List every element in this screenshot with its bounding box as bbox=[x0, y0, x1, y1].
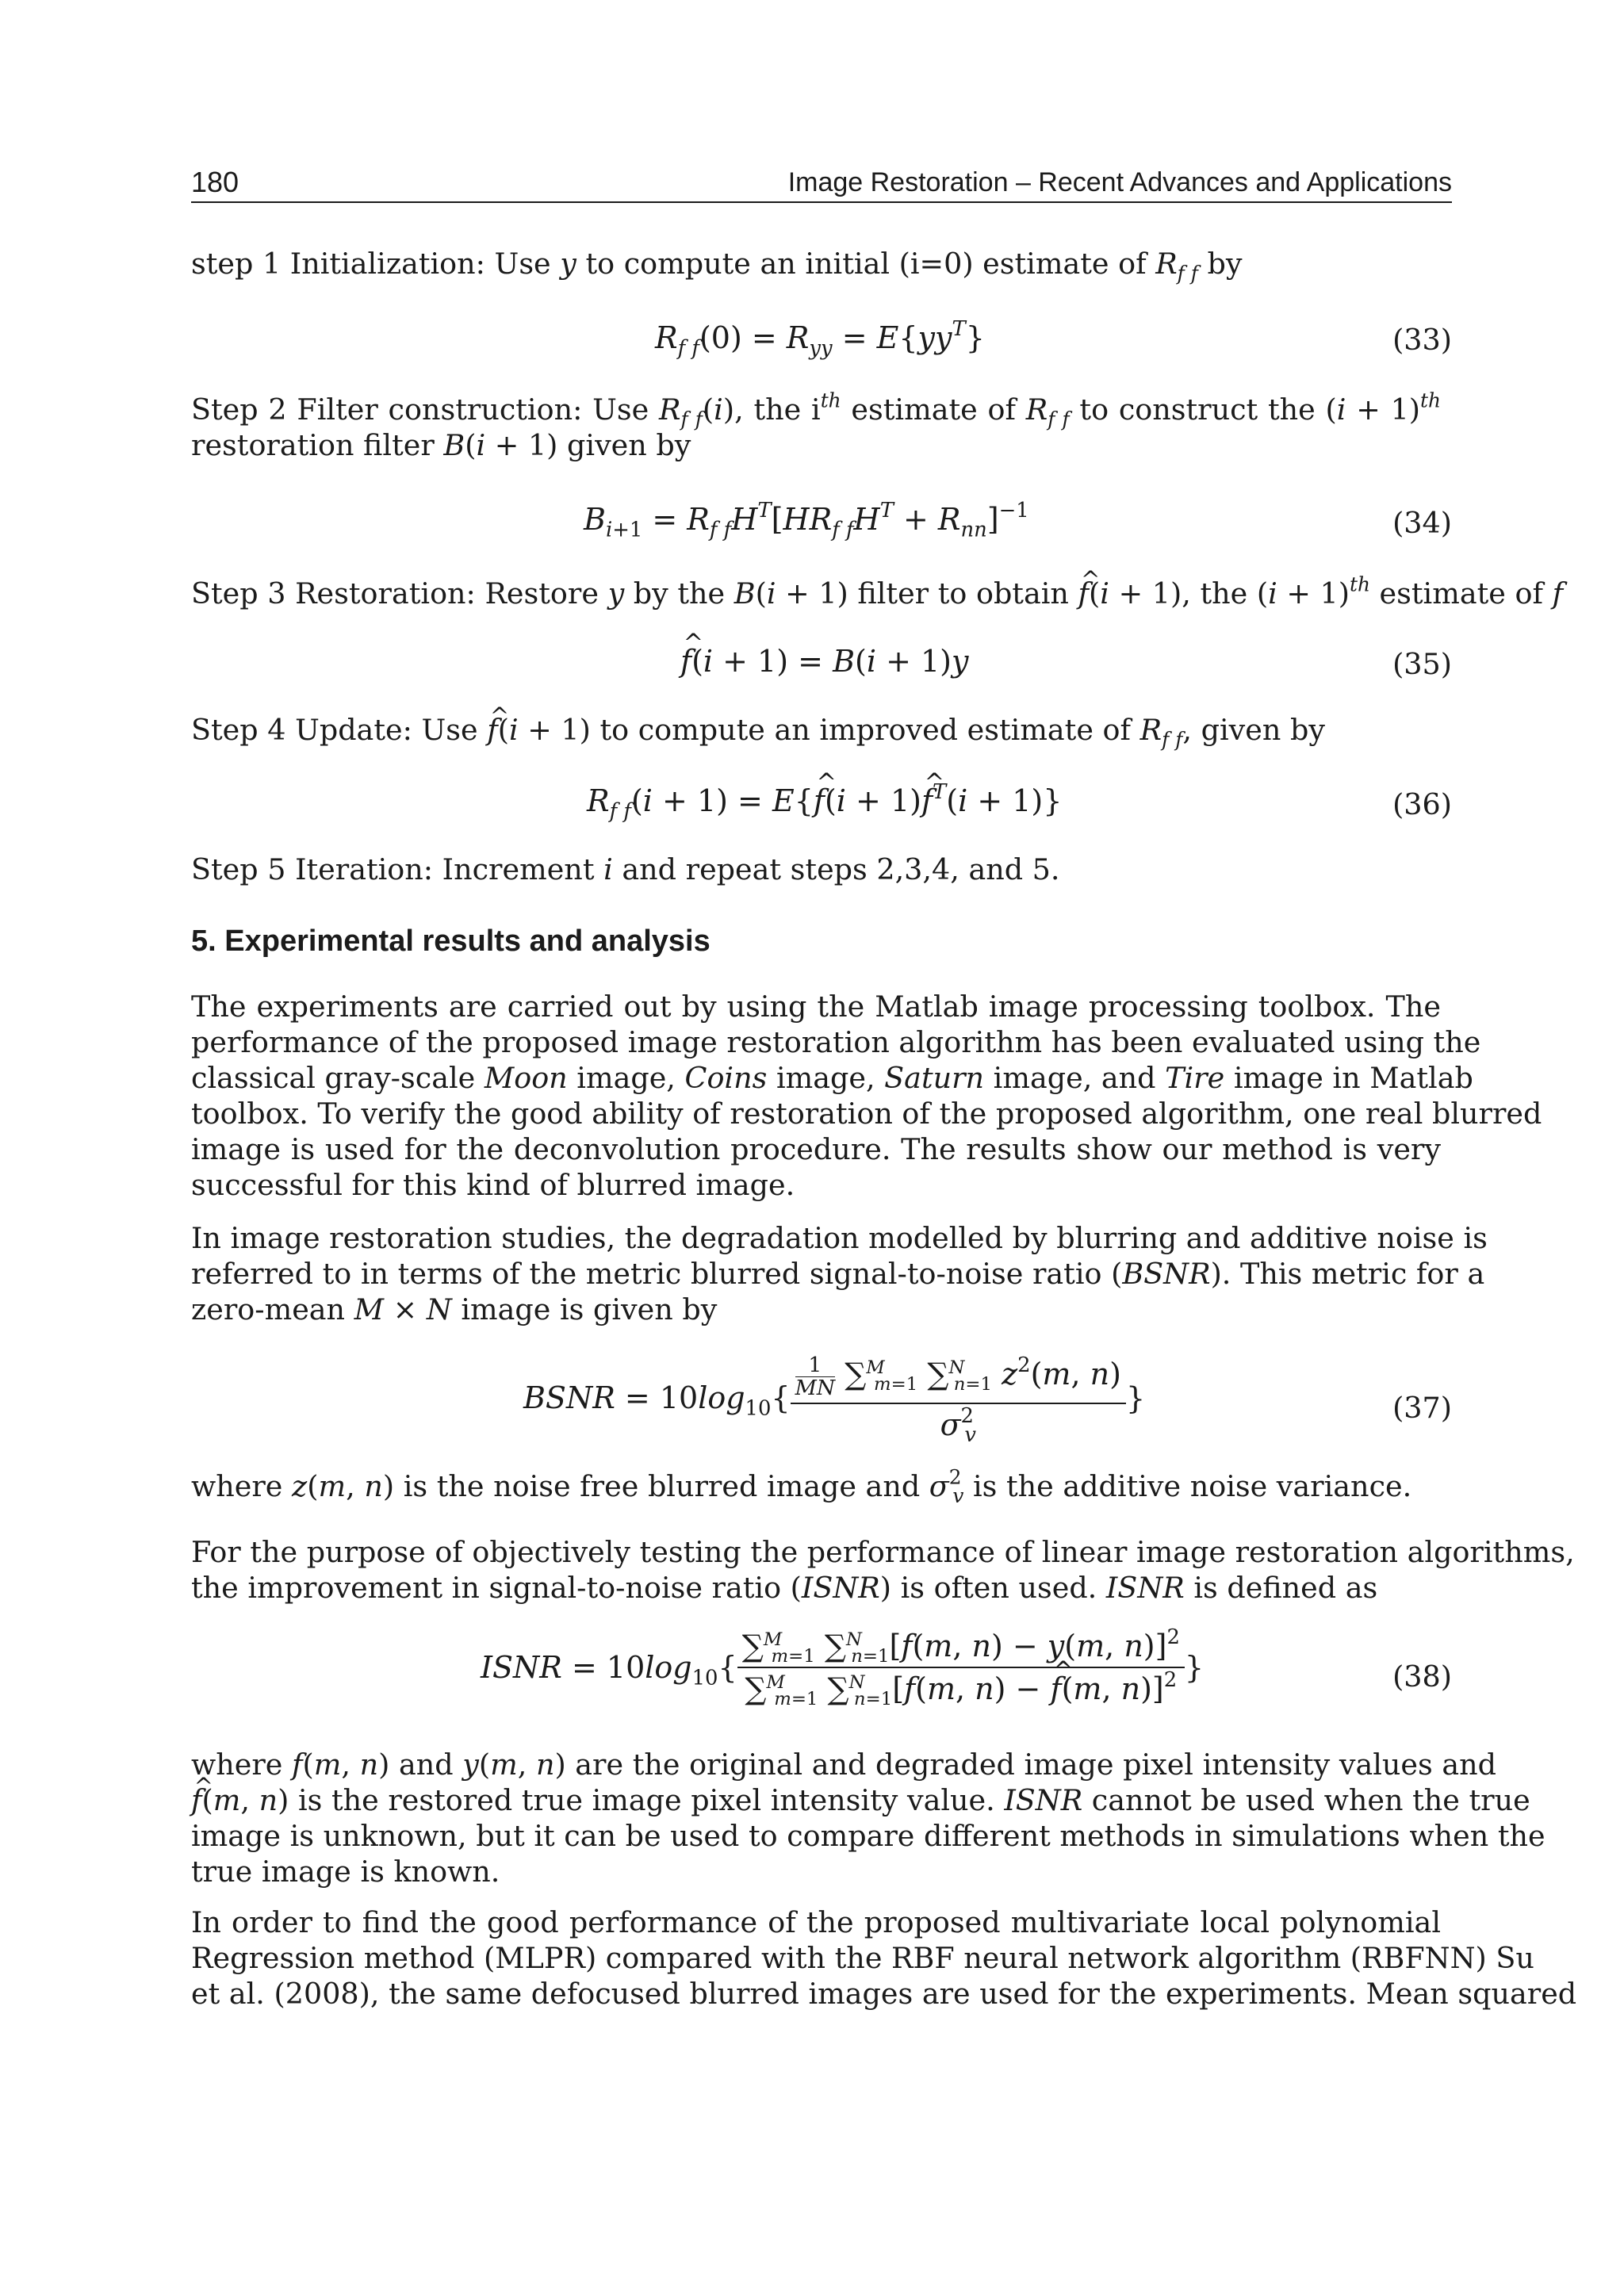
paragraph-line: successful for this kind of blurred image. bbox=[191, 1168, 795, 1202]
page-number: 180 bbox=[191, 166, 239, 198]
equation-37: BSNR = $10\log_{10}${ $\frac{1}{MN}$ ∑$^M_{m=1}$ ∑$^N_{n=1}$ $z^2(m$, n) $\sigma^2_v$ } bbox=[523, 1353, 1146, 1448]
header-rule bbox=[191, 201, 1452, 203]
paragraph-experiments: The experiments are carried out by using the Matlab image processing toolbox. The performance of the proposed image restoration algorithm has been evaluated using the classical gray-scale Moon image, Coins image, Saturn image, and Tire image in Matlab toolbox. To verify the good ability of restoration of the proposed algorithm, one real blurred image is used for the deconvolution procedure. The results show our method is very successful for this kind of blurred image. bbox=[191, 990, 1542, 1202]
equation-35: ^ f(i + 1) = B(i + 1)y bbox=[680, 644, 968, 679]
paragraph-mlpr bbox=[191, 1904, 1577, 2012]
step-3-text: Step 3 Restoration: Restore y by the B(i + 1) filter to obtain ^ f(i + 1), the $(i + 1)^{th}$ estimate of f bbox=[191, 576, 1441, 611]
running-title: Image Restoration – Recent Advances and Applications bbox=[787, 167, 1452, 197]
paragraph-line: In image restoration studies, the degradation modelled by blurring and additive noise is bbox=[191, 1221, 1488, 1255]
equation-number-33: (33) bbox=[1392, 323, 1452, 357]
equation-number-36: (36) bbox=[1392, 787, 1452, 821]
equation-number-37: (37) bbox=[1392, 1391, 1452, 1425]
paragraph-line: Regression method (MLPR) compared with the RBF neural network algorithm (RBFNN) Su bbox=[191, 1941, 1534, 1975]
paragraph-line: true image is known. bbox=[191, 1855, 500, 1889]
equation-33: $R_{f f}(0) = R_{yy} = E\{yy^T\}$ bbox=[655, 316, 985, 361]
paragraph-isnr-where: where f(m, n) and y(m, n) are the original and degraded image pixel intensity values and ^ f(m, n) is the restored true image pixel intensity value. ISNR cannot be used when the true image is unknown, but it can be used to compare different methods in simulations when the true image is known. bbox=[191, 1747, 1441, 1889]
equation-36: $R_{f f}(i + 1)$ = E{^ f(i + 1)^ $f^T(i + 1)$} bbox=[587, 783, 1062, 818]
section-heading: 5. Experimental results and analysis bbox=[191, 924, 710, 958]
running-header bbox=[191, 161, 1452, 201]
paragraph-line: performance of the proposed image restoration algorithm has been evaluated using the bbox=[191, 1025, 1481, 1059]
step-5-text: Step 5 Iteration: Increment i and repeat steps 2,3,4, and 5. bbox=[191, 852, 1060, 886]
equation-number-34: (34) bbox=[1392, 506, 1452, 540]
paragraph-line: toolbox. To verify the good ability of restoration of the proposed algorithm, one real blurred bbox=[191, 1097, 1542, 1131]
paragraph-isnr: For the purpose of objectively testing the performance of linear image restoration algorithms, the improvement in signal-to-noise ratio (ISNR) is often used. ISNR is defined as bbox=[191, 1535, 1575, 1605]
equation-number-38: (38) bbox=[1392, 1659, 1452, 1694]
paragraph-line: For the purpose of objectively testing the performance of linear image restoration algorithms, bbox=[191, 1535, 1575, 1569]
paragraph-line: In order to find the good performance of the proposed multivariate local polynomial bbox=[191, 1905, 1441, 1939]
step-4-text: Step 4 Update: Use ^ f(i + 1) to compute an improved estimate of $R_{f f}$, given by bbox=[191, 712, 1441, 748]
equation-38: ISNR = $10\log_{10}${ $\frac{\sum^M_{m=1} \sum^N_{n=1}[f(m, n) - y(m, n)]^2}{\sum^M_{m=1} \sum^N_{n=1}[f(m, n) - \^{} f(m, n)]^2}$ } bbox=[481, 1629, 1204, 1706]
paragraph-bsnr-where: where z(m, n) is the noise free blurred image and $\sigma^2_v$ is the additive noise variance. bbox=[191, 1465, 1412, 1507]
paragraph-line: image is used for the deconvolution procedure. The results show our method is very bbox=[191, 1132, 1441, 1166]
equation-34: $B_{i+1} = R_{f f}H^T[HR_{f f}H^T + R_{nn}]^{-1}$ bbox=[584, 498, 1029, 542]
paragraph-line: et al. (2008), the same defocused blurred images are used for the experiments. Mean squared bbox=[191, 1977, 1577, 2011]
step-2-text: Step 2 Filter construction: Use $R_{f f}(i)$, the $i^{th}$ estimate of $R_{f f}$ to construct the $(i + 1)^{th}$ restoration filter B(i + 1) given by bbox=[191, 389, 1441, 462]
equation-number-35: (35) bbox=[1392, 647, 1452, 681]
step-1-text: step 1 Initialization: Use y to compute an initial (i=0) estimate of $R_{f f}$ by bbox=[191, 247, 1243, 285]
paragraph-line: The experiments are carried out by using the Matlab image processing toolbox. The bbox=[191, 990, 1441, 1024]
paragraph-bsnr: In image restoration studies, the degradation modelled by blurring and additive noise is referred to in terms of the metric blurred signal-to-noise ratio (BSNR). This metric for a zero-mean M × N image is given by bbox=[191, 1221, 1488, 1326]
